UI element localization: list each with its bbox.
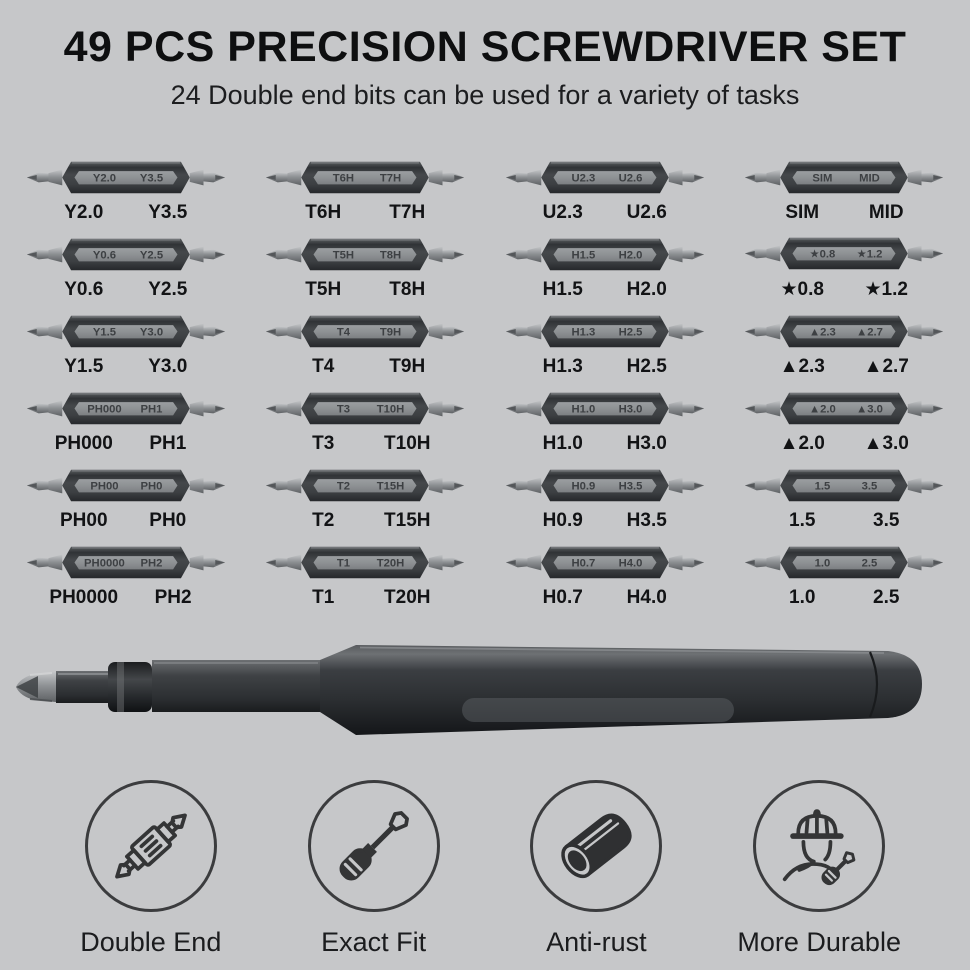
- bit-left-size: ▲2.3: [779, 355, 825, 377]
- bit-etched-left-label: H1.0: [571, 402, 596, 415]
- feature-anti-rust: [496, 780, 696, 958]
- bit-item: [6, 535, 246, 612]
- bit-item: [246, 304, 486, 381]
- double-end-bit-image: [262, 539, 468, 586]
- bit-item: [6, 458, 246, 535]
- bit-left-size: PH000: [54, 432, 113, 454]
- double-end-bit-image: [502, 231, 708, 278]
- bit-labels: [55, 356, 197, 378]
- bit-labels: [55, 202, 197, 224]
- feature-label: Anti-rust: [546, 927, 647, 957]
- bit-etched-left-label: T6H: [333, 171, 355, 184]
- double-end-bit-image: [262, 154, 468, 201]
- bit-etched-right-label: H2.0: [618, 248, 643, 261]
- double-end-bit-image: [262, 308, 468, 355]
- bit-etched-right-label: 2.5: [861, 556, 878, 569]
- bit-right-size: H4.0: [626, 586, 667, 608]
- double-end-bit-image: [502, 539, 708, 586]
- double-end-bit-image: [502, 385, 708, 432]
- bit-left-size: T6H: [305, 201, 342, 223]
- bit-item: [725, 535, 965, 612]
- bit-etched-right-label: T20H: [376, 556, 405, 569]
- feature-label: Exact Fit: [321, 927, 427, 957]
- page-subtitle: 24 Double end bits can be used for a variety of tasks: [170, 80, 800, 111]
- double-end-bit-image: [741, 308, 947, 355]
- bit-left-size: T5H: [305, 278, 342, 300]
- bit-right-size: 2.5: [873, 586, 900, 608]
- bit-right-size: PH1: [149, 432, 187, 454]
- bit-right-size: 3.5: [873, 509, 900, 531]
- bit-grid: [6, 150, 964, 612]
- bit-etched-left-label: T4: [337, 325, 351, 338]
- bit-labels: [55, 510, 197, 532]
- bit-left-size: Y0.6: [64, 278, 104, 300]
- bit-etched-left-label: PH0000: [83, 556, 125, 569]
- bit-left-size: T2: [312, 509, 335, 531]
- bit-etched-right-label: Y2.5: [139, 248, 163, 261]
- bit-item: [246, 150, 486, 227]
- bit-item: [246, 535, 486, 612]
- bit-item: [485, 304, 725, 381]
- bit-labels: [294, 202, 436, 224]
- bit-etched-right-label: H3.0: [618, 402, 643, 415]
- bit-etched-right-label: H3.5: [618, 479, 643, 492]
- bit-etched-left-label: PH00: [90, 479, 119, 492]
- double-end-bit-image: [23, 385, 229, 432]
- bit-item: [485, 381, 725, 458]
- bit-left-size: T3: [312, 432, 335, 454]
- bit-labels: [294, 279, 436, 301]
- bit-etched-left-label: U2.3: [571, 171, 596, 184]
- bit-right-size: T8H: [389, 278, 426, 300]
- double-end-bit-image: [262, 385, 468, 432]
- bit-labels: [294, 356, 436, 378]
- bit-right-size: Y3.0: [148, 355, 188, 377]
- bit-right-size: H3.5: [626, 509, 667, 531]
- feature-row: [0, 754, 970, 970]
- bit-left-size: H1.5: [542, 278, 583, 300]
- double-end-bit-icon: [85, 780, 217, 912]
- bit-etched-right-label: T8H: [380, 248, 402, 261]
- bit-etched-right-label: PH0: [140, 479, 163, 492]
- bit-right-size: T9H: [389, 355, 426, 377]
- header: [0, 0, 970, 146]
- double-end-bit-image: [741, 154, 947, 201]
- bit-right-size: PH0: [149, 509, 187, 531]
- bit-labels: [534, 433, 676, 455]
- bit-right-size: ▲3.0: [863, 432, 909, 454]
- double-end-bit-image: [262, 231, 468, 278]
- bit-etched-left-label: H0.7: [571, 556, 596, 569]
- bit-right-size: H2.0: [626, 278, 667, 300]
- bit-labels: [294, 510, 436, 532]
- bit-labels: [534, 202, 676, 224]
- bit-etched-right-label: H2.5: [618, 325, 643, 338]
- bit-item: [485, 535, 725, 612]
- double-end-bit-image: [741, 385, 947, 432]
- double-end-bit-image: [23, 539, 229, 586]
- bit-item: [485, 150, 725, 227]
- screwdriver-icon: [308, 780, 440, 912]
- bit-item: [246, 458, 486, 535]
- bit-labels: [55, 433, 197, 455]
- bit-etched-right-label: H4.0: [618, 556, 643, 569]
- bit-labels: [534, 587, 676, 609]
- bit-left-size: H0.7: [542, 586, 583, 608]
- bit-right-size: MID: [868, 201, 904, 223]
- bit-left-size: H1.0: [542, 432, 583, 454]
- bit-etched-left-label: ▲2.0: [809, 402, 837, 415]
- bit-etched-left-label: T2: [337, 479, 351, 492]
- bit-right-size: H3.0: [626, 432, 667, 454]
- bit-right-size: ★1.2: [864, 279, 908, 300]
- bit-etched-right-label: ★1.2: [856, 248, 883, 261]
- bit-item: [485, 458, 725, 535]
- bit-labels: [773, 587, 915, 609]
- bit-etched-right-label: T7H: [380, 171, 402, 184]
- bit-left-size: H1.3: [542, 355, 583, 377]
- bit-right-size: Y2.5: [148, 278, 188, 300]
- bit-etched-left-label: SIM: [812, 171, 833, 184]
- double-end-bit-image: [741, 539, 947, 586]
- bit-right-size: PH2: [154, 586, 192, 608]
- bit-left-size: H0.9: [542, 509, 583, 531]
- bit-etched-right-label: Y3.5: [139, 171, 163, 184]
- bit-etched-right-label: ▲3.0: [856, 402, 884, 415]
- bit-labels: [49, 587, 202, 609]
- bit-left-size: T1: [312, 586, 335, 608]
- bit-right-size: ▲2.7: [863, 355, 909, 377]
- bit-left-size: PH00: [59, 509, 108, 531]
- bit-labels: [294, 433, 436, 455]
- bit-etched-right-label: 3.5: [861, 479, 878, 492]
- bit-left-size: 1.5: [789, 509, 816, 531]
- bit-item: [725, 150, 965, 227]
- feature-label: Double End: [80, 927, 222, 957]
- bit-etched-left-label: PH000: [86, 402, 122, 415]
- bit-left-size: PH0000: [49, 586, 119, 608]
- bit-labels: [534, 510, 676, 532]
- bit-item: [485, 227, 725, 304]
- anti-rust-tube-icon: [530, 780, 662, 912]
- worker-hardhat-icon: [753, 780, 885, 912]
- bit-left-size: Y1.5: [64, 355, 104, 377]
- double-end-bit-image: [502, 308, 708, 355]
- bit-item: [246, 227, 486, 304]
- bit-etched-right-label: T9H: [380, 325, 402, 338]
- bit-right-size: T7H: [389, 201, 426, 223]
- bit-labels: [773, 202, 915, 224]
- bit-right-size: Y3.5: [148, 201, 188, 223]
- bit-left-size: 1.0: [789, 586, 816, 608]
- bit-labels: [534, 356, 676, 378]
- bit-etched-right-label: Y3.0: [139, 325, 163, 338]
- bit-etched-left-label: T5H: [333, 248, 355, 261]
- bit-item: [246, 381, 486, 458]
- double-end-bit-image: [741, 230, 947, 277]
- bit-labels: [773, 510, 915, 532]
- bit-etched-left-label: Y0.6: [92, 248, 116, 261]
- bit-labels: [773, 278, 915, 301]
- bit-etched-right-label: PH2: [140, 556, 163, 569]
- double-end-bit-image: [502, 154, 708, 201]
- double-end-bit-image: [741, 462, 947, 509]
- bit-etched-left-label: H0.9: [571, 479, 596, 492]
- bit-item: [6, 227, 246, 304]
- bit-item: [6, 304, 246, 381]
- bit-etched-left-label: T3: [337, 402, 351, 415]
- bit-right-size: U2.6: [626, 201, 667, 223]
- bit-labels: [55, 279, 197, 301]
- bit-right-size: T20H: [384, 586, 431, 608]
- bit-item: [725, 304, 965, 381]
- bit-item: [6, 381, 246, 458]
- bit-etched-right-label: T15H: [376, 479, 405, 492]
- bit-etched-left-label: ▲2.3: [809, 325, 837, 338]
- double-end-bit-image: [23, 231, 229, 278]
- bit-left-size: T4: [312, 355, 335, 377]
- bit-etched-left-label: H1.3: [571, 325, 596, 338]
- bit-etched-right-label: MID: [859, 171, 881, 184]
- bit-etched-right-label: ▲2.7: [856, 325, 884, 338]
- bit-left-size: U2.3: [542, 201, 583, 223]
- bit-etched-right-label: U2.6: [618, 171, 643, 184]
- bit-left-size: SIM: [785, 201, 820, 223]
- bit-right-size: T10H: [384, 432, 431, 454]
- double-end-bit-image: [23, 308, 229, 355]
- bit-etched-left-label: H1.5: [571, 248, 596, 261]
- feature-more-durable: [719, 780, 919, 958]
- bit-etched-right-label: PH1: [140, 402, 163, 415]
- page-title: 49 PCS PRECISION SCREWDRIVER SET: [63, 23, 907, 71]
- bit-etched-left-label: T1: [337, 556, 351, 569]
- double-end-bit-image: [23, 462, 229, 509]
- double-end-bit-image: [262, 462, 468, 509]
- bit-item: [6, 150, 246, 227]
- double-end-bit-image: [502, 462, 708, 509]
- feature-double-end: [51, 780, 251, 958]
- bit-etched-left-label: 1.5: [814, 479, 831, 492]
- bit-left-size: Y2.0: [64, 201, 104, 223]
- bit-labels: [773, 356, 915, 378]
- bit-etched-left-label: ★0.8: [809, 248, 836, 261]
- bit-etched-left-label: Y2.0: [92, 171, 116, 184]
- screwdriver-handle-image: [0, 614, 970, 754]
- bit-labels: [534, 279, 676, 301]
- double-end-bit-image: [23, 154, 229, 201]
- bit-left-size: ▲2.0: [779, 432, 825, 454]
- bit-left-size: ★0.8: [780, 279, 824, 300]
- bit-etched-right-label: T10H: [376, 402, 405, 415]
- bit-labels: [773, 433, 915, 455]
- bit-right-size: H2.5: [626, 355, 667, 377]
- feature-label: More Durable: [737, 927, 901, 957]
- bit-item: [725, 458, 965, 535]
- bit-item: [725, 381, 965, 458]
- bit-item: [725, 227, 965, 304]
- bit-etched-left-label: Y1.5: [92, 325, 116, 338]
- bit-labels: [294, 587, 436, 609]
- bit-etched-left-label: 1.0: [814, 556, 831, 569]
- bit-right-size: T15H: [384, 509, 431, 531]
- feature-exact-fit: [274, 780, 474, 958]
